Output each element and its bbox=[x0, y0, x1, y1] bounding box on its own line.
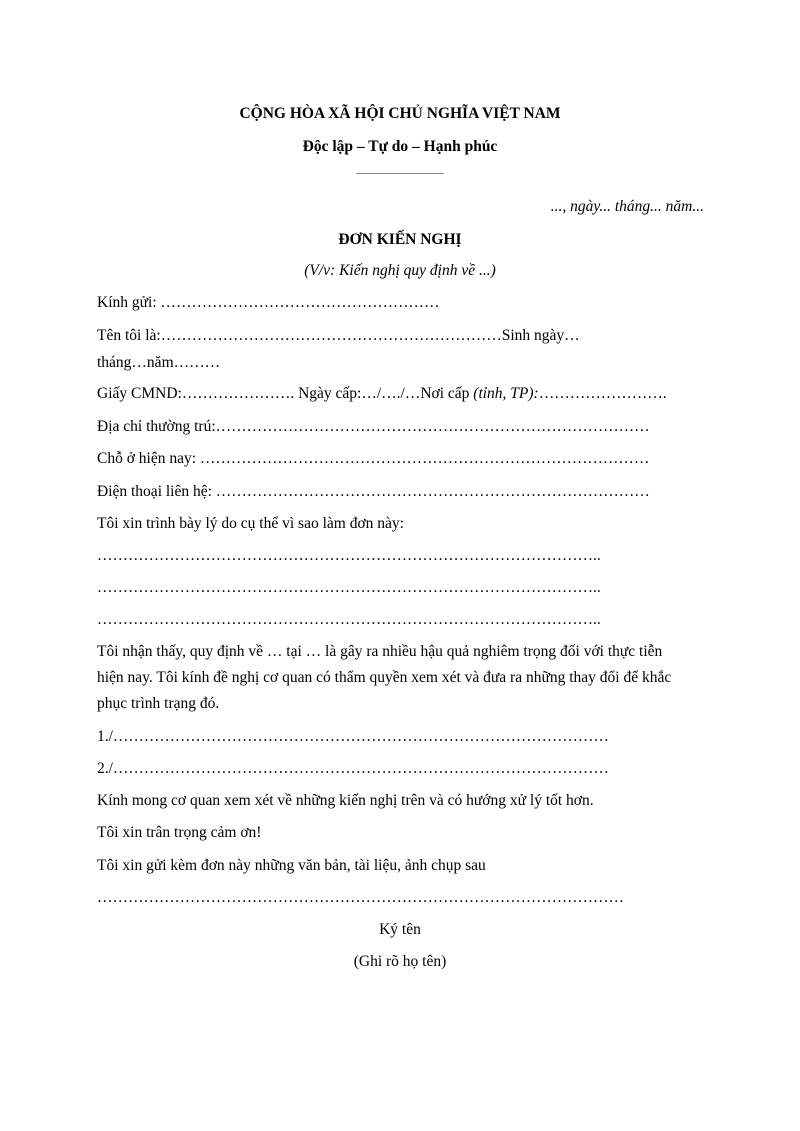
motto-underline bbox=[356, 173, 444, 174]
attachments-line: ………………………………………………………………………………………… bbox=[97, 889, 624, 906]
reason-line: …………………………………………………………………………………….. bbox=[97, 579, 601, 596]
signature-label: Ký tên bbox=[379, 921, 421, 938]
attachments-intro: Tôi xin gửi kèm đơn này những văn bản, tài liệu, ảnh chụp sau bbox=[97, 857, 486, 874]
id-card-text: Giấy CMND:…………………. Ngày cấp:…/…./…Nơi cấp bbox=[97, 385, 474, 402]
document-title: ĐƠN KIẾN NGHỊ bbox=[338, 231, 462, 248]
national-title: CỘNG HÒA XÃ HỘI CHỦ NGHĨA VIỆT NAM bbox=[239, 105, 561, 122]
birth-month-year-field: tháng…năm……… bbox=[97, 354, 221, 371]
reason-line: …………………………………………………………………………………….. bbox=[97, 611, 601, 628]
closing-request: Kính mong cơ quan xem xét về những kiến nghị trên và có hướng xử lý tốt hơn. bbox=[97, 792, 594, 809]
name-birthdate-field: Tên tôi là:…………………………………………………………Sinh ngày… bbox=[97, 327, 580, 344]
observation-line: hiện nay. Tôi kính đề nghị cơ quan có thẩm quyền xem xét và đưa ra những thay đổi để khắc bbox=[97, 669, 672, 686]
recipient-field: Kính gửi: ……………………………………………… bbox=[97, 294, 440, 311]
date-line: ..., ngày... tháng... năm... bbox=[550, 198, 704, 215]
document-subtitle: (V/v: Kiến nghị quy định về ...) bbox=[304, 262, 496, 279]
proposal-item: 1./…………………………………………………………………………………… bbox=[97, 728, 609, 745]
national-motto: Độc lập – Tự do – Hạnh phúc bbox=[302, 138, 498, 155]
id-card-place-label: (tỉnh, TP): bbox=[473, 385, 539, 402]
proposal-item: 2./…………………………………………………………………………………… bbox=[97, 760, 609, 777]
closing-thanks: Tôi xin trân trọng cảm ơn! bbox=[97, 824, 262, 841]
observation-line: Tôi nhận thấy, quy định về … tại … là gây ra nhiều hậu quả nghiêm trọng đối với thực tiễn bbox=[97, 643, 663, 660]
phone-field: Điện thoại liên hệ: ………………………………………………………………………… bbox=[97, 483, 650, 500]
id-card-field bbox=[97, 384, 667, 404]
id-card-place-dots: ……………………. bbox=[538, 385, 667, 402]
reason-line: …………………………………………………………………………………….. bbox=[97, 547, 601, 564]
signature-note: (Ghi rõ họ tên) bbox=[353, 953, 447, 970]
reason-intro: Tôi xin trình bày lý do cụ thể vì sao làm đơn này: bbox=[97, 515, 404, 532]
current-residence-field: Chỗ ở hiện nay: …………………………………………………………………………… bbox=[97, 450, 650, 467]
observation-line: phục trình trạng đó. bbox=[97, 695, 220, 712]
permanent-address-field: Địa chỉ thường trú:………………………………………………………………………… bbox=[97, 418, 650, 435]
